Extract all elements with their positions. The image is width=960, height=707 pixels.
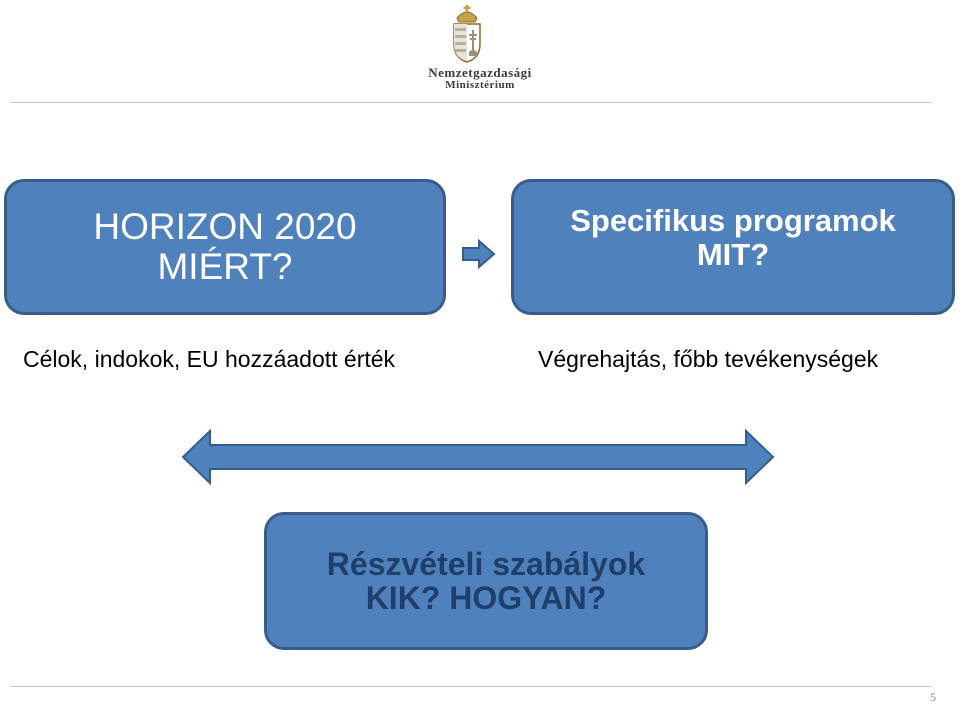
header-divider [10, 102, 932, 103]
right-arrow-icon [461, 238, 497, 270]
specific-programmes-box [511, 179, 955, 315]
why-question: MIÉRT? [157, 246, 293, 287]
horizon-2020-title: HORIZON 2020 [93, 206, 357, 247]
what-question: MIT? [696, 237, 770, 272]
hungarian-coat-of-arms-icon [448, 4, 486, 64]
ministry-name-line1: Nemzetgazdasági [428, 65, 532, 80]
page-number: 5 [930, 690, 936, 704]
horizon-2020-box [4, 179, 446, 315]
double-headed-arrow-icon [180, 428, 776, 486]
goals-caption: Célok, indokok, EU hozzáadott érték [23, 346, 396, 372]
ministry-name-line2: Minisztérium [445, 79, 515, 91]
participation-rules-box [264, 512, 708, 650]
who-how-question: KIK? HOGYAN? [365, 580, 607, 616]
participation-rules-title: Részvételi szabályok [326, 546, 646, 582]
implementation-caption: Végrehajtás, főbb tevékenységek [538, 346, 879, 372]
specific-programmes-title: Specifikus programok [570, 203, 896, 238]
ministry-logo [0, 0, 960, 100]
footer-divider [10, 686, 932, 687]
